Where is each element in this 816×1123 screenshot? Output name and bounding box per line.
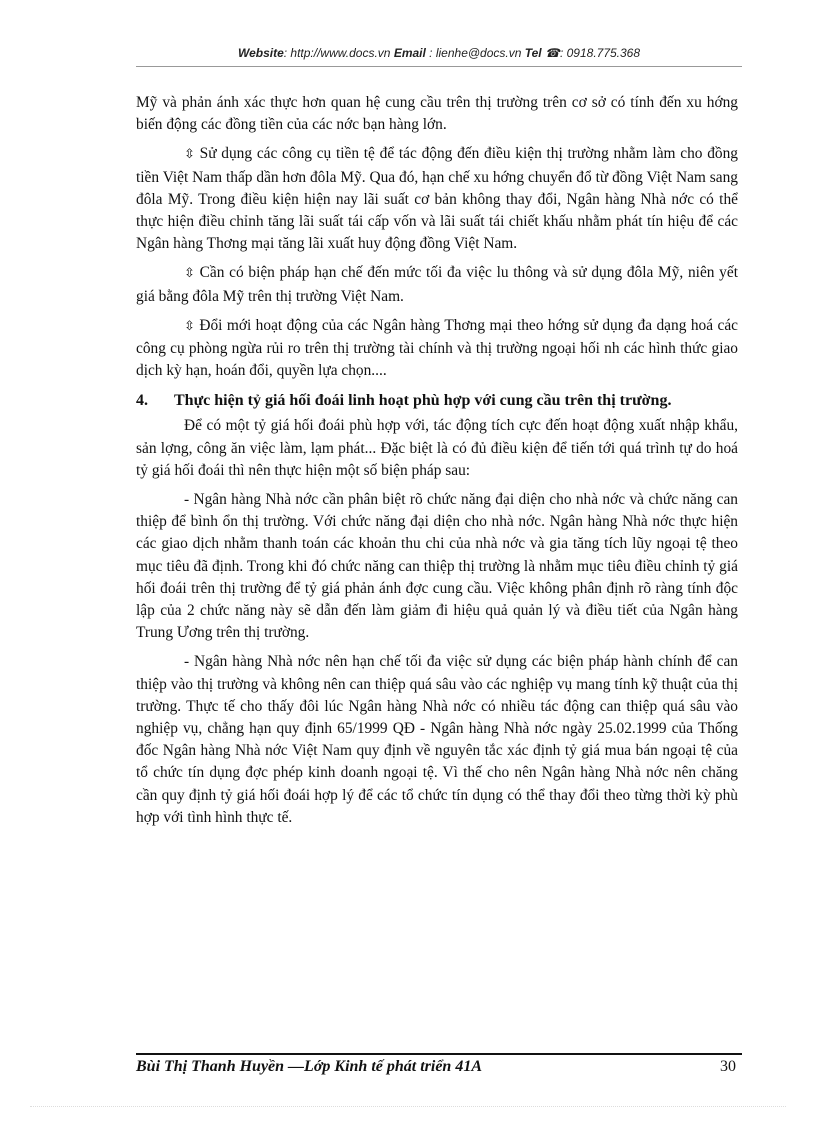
bullet-text: Đổi mới hoạt động của các Ngân hàng Thơng mại theo hớng sử dụng đa dạng hoá các công cụ phòng ngừa rủi ro trên thị trường tài chính và thị trường ngoại hối nh các hình thức giao dịch kỳ hạn, hoán đổi, quyền lựa chọn....: [136, 316, 738, 380]
bullet-arrow-icon: ⇳: [184, 266, 195, 282]
paragraph: - Ngân hàng Nhà nớc cần phân biệt rõ chức năng đại diện cho nhà nớc và chức năng can thiệp để bình ổn thị trường. Với chức năng đại diện cho nhà nớc. Ngân hàng Nhà nớc thực hiện các giao dịch nhằm thanh toán các khoản thu chi của nhà nớc và gia tăng tích lũy ngoại tệ theo mục tiêu đã định. Trong khi đó chức năng can thiệp thị trường là nhằm mục tiêu điều chỉnh tỷ giá hối đoái trên thị trường để tỷ giá phản ánh đợc cung cầu. Việc không phân định rõ ràng tính độc lập của 2 chức năng này sẽ dẫn đến làm giảm đi hiệu quả quản lý và điều tiết của Ngân hàng Trung Ương trên thị trường.: [136, 491, 738, 642]
footer-divider: [136, 1053, 742, 1055]
bullet-arrow-icon: ⇳: [184, 318, 195, 334]
document-body: [136, 92, 738, 836]
section-title: Thực hiện tỷ giá hối đoái linh hoạt phù hợp với cung cầu trên thị trường.: [174, 392, 672, 410]
email-label: Email: [393, 46, 426, 60]
bullet-paragraph: [136, 262, 738, 307]
paragraph: Mỹ và phản ánh xác thực hơn quan hệ cung cầu trên thị trường trên cơ sở có tính đến xu hớng biến động các đồng tiền của các nớc bạn hàng lớn.: [136, 94, 738, 134]
footer-author: Bùi Thị Thanh Huyền —Lớp Kinh tế phát triển 41A: [136, 1058, 482, 1075]
paragraph: Để có một tỷ giá hối đoái phù hợp với, tác động tích cực đến hoạt động xuất nhập khẩu, sản lợng, công ăn việc làm, lạm phát... Đặc biệt là có đủ điều kiện để tiến tới quá trình tự do hoá tỷ giá hối đoái thì nên thực hiện một số biện pháp sau:: [136, 417, 738, 479]
tel-value: : 0918.775.368: [559, 46, 641, 60]
paragraph: - Ngân hàng Nhà nớc nên hạn chế tối đa việc sử dụng các biện pháp hành chính để can thiệp vào thị trường và không nên can thiệp quá sâu vào các nghiệp vụ mang tính kỹ thuật của thị trường. Thực tế cho thấy đôi lúc Ngân hàng Nhà nớc có nhiều tác động can thiệp quá sâu vào nghiệp vụ, chẳng hạn quy định 65/1999 QĐ - Ngân hàng Nhà nớc ngày 25.02.1999 của Thống đốc Ngân hàng Nhà nớc Việt Nam quy định về nguyên tắc xác định tỷ giá mua bán ngoại tệ của tổ chức tín dụng đợc phép kinh doanh ngoại tệ. Vì thế cho nên Ngân hàng Nhà nớc nên chăng cần quy định tỷ giá hối đoái hợp lý để các tổ chức tín dụng có thể thay đổi theo từng thời kỳ phù hợp với tình hình thực tế.: [136, 653, 738, 826]
bullet-text: Cần có biện pháp hạn chế đến mức tối đa việc lu thông và sử dụng đôla Mỹ, niên yết giá bằng đôla Mỹ trên thị trường Việt Nam.: [136, 264, 738, 305]
email-value: : lienhe@docs.vn: [429, 46, 522, 60]
website-value: : http://www.docs.vn: [283, 46, 391, 60]
website-label: Website: [237, 46, 284, 60]
section-heading: [136, 390, 738, 411]
phone-icon: ☎: [545, 46, 560, 60]
header-divider: [136, 66, 742, 67]
tel-label: Tel: [524, 46, 542, 60]
page-header: [136, 46, 742, 60]
bullet-paragraph: [136, 315, 738, 383]
page-footer: [136, 1058, 736, 1076]
bullet-text: Sử dụng các công cụ tiền tệ để tác động đến điều kiện thị trường nhằm làm cho đồng tiền Việt Nam thấp dần hơn đôla Mỹ. Qua đó, hạn chế xu hớng chuyển đổ từ đồng Việt Nam sang đôla Mỹ. Trong điều kiện hiện nay lãi suất cơ bản không thay đổi, Ngân hàng Nhà nớc có thể thực hiện điều chỉnh tăng lãi suất tái cấp vốn và lãi suất tái chiết khấu nhằm phát tín hiệu để các Ngân hàng Thơng mại tăng lãi xuất huy động đồng Việt Nam.: [136, 145, 738, 253]
section-number: 4.: [136, 392, 148, 410]
bullet-arrow-icon: ⇳: [184, 147, 195, 163]
page-bottom-border: [30, 1106, 786, 1107]
bullet-paragraph: [136, 143, 738, 255]
page-number: 30: [720, 1058, 736, 1075]
